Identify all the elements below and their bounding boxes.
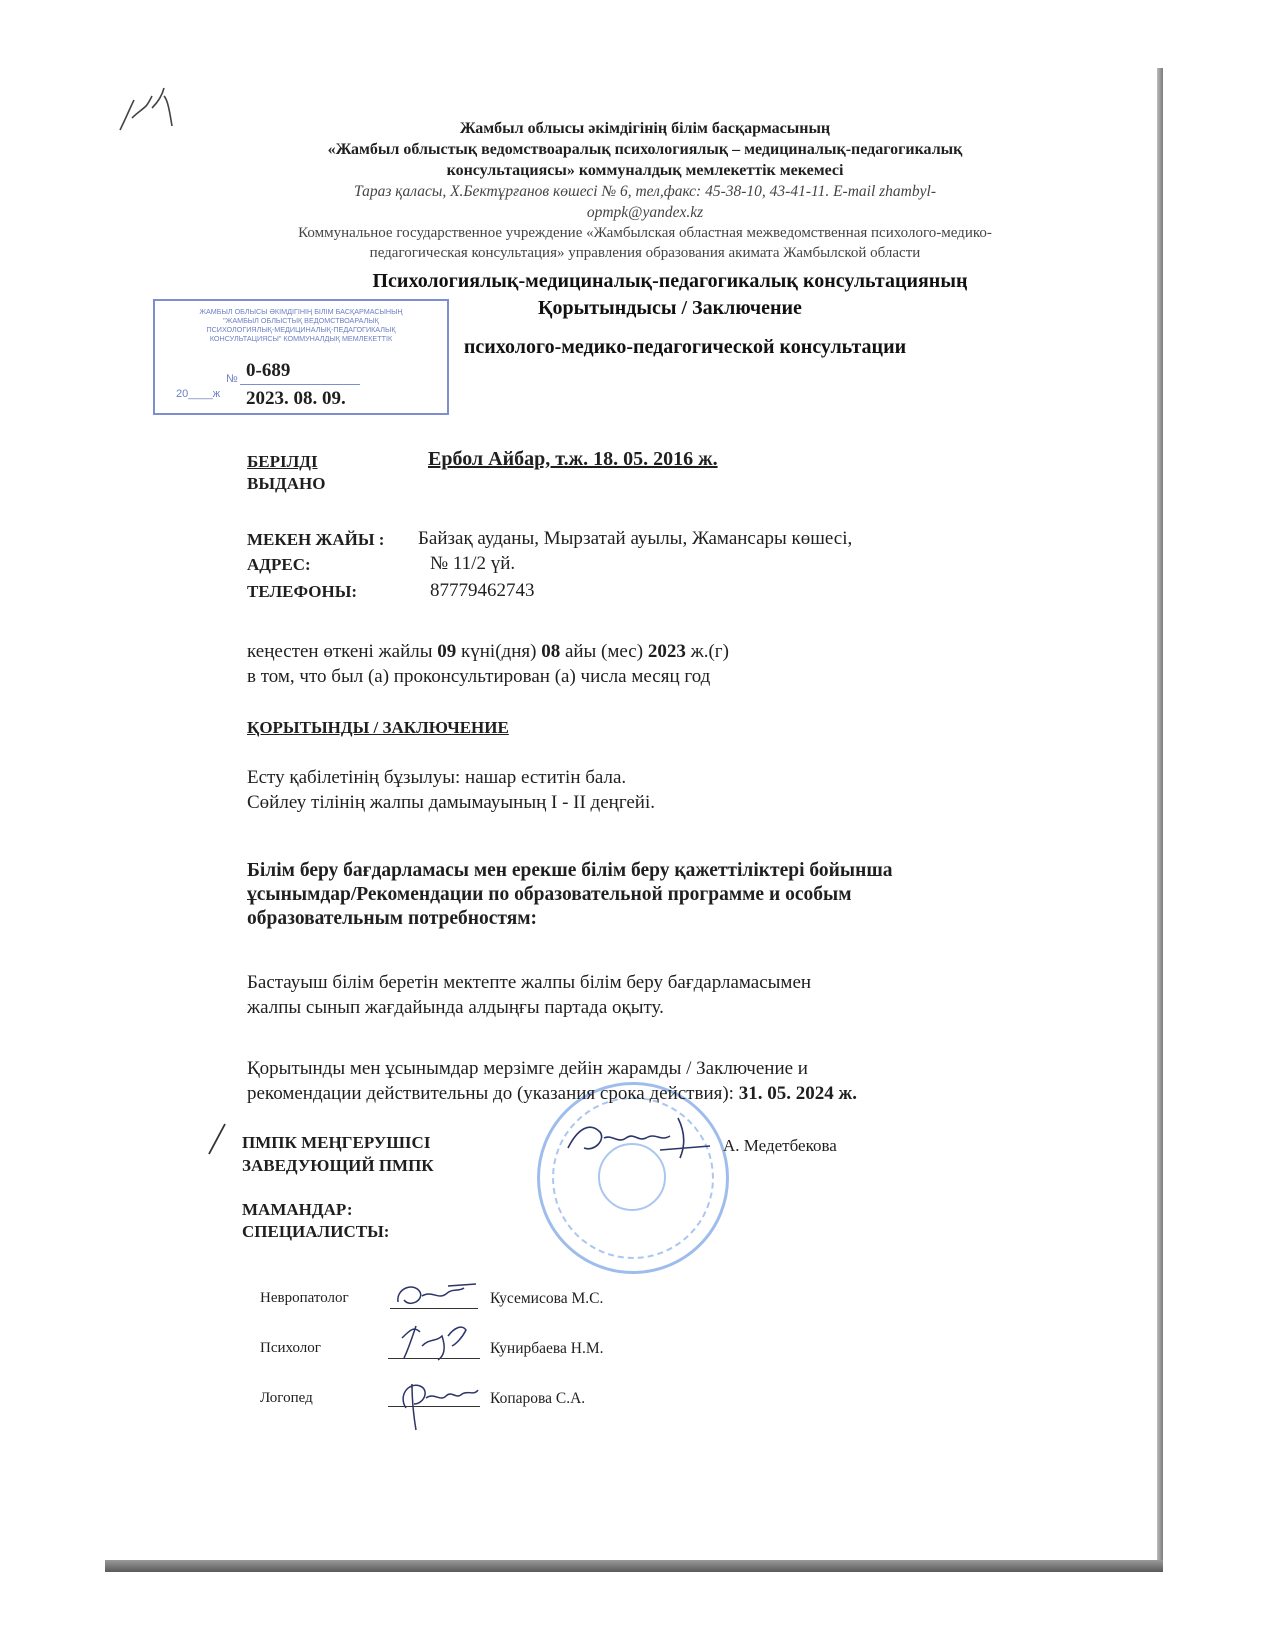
specialist-name: Копарова С.А. <box>490 1390 586 1407</box>
consult-year-label: ж.(г) <box>690 641 729 662</box>
header-ru-line-2: педагогическая консультация» управления образования акимата Жамбылской области <box>369 245 921 261</box>
conclusion-line-2: Сөйлеу тілінің жалпы дамымауының І - ІІ деңгейі. <box>247 792 655 813</box>
recommendations-line-1: Бастауыш білім беретін мектепте жалпы білім беру бағдарламасымен <box>247 972 812 993</box>
stamp-date: 2023. 08. 09. <box>246 388 346 409</box>
title-line-1: Психологиялық-медициналық-педагогикалық консультацияның <box>372 270 968 292</box>
recommendations-heading-1: Білім беру бағдарламасы мен ерекше білім беру қажеттіліктері бойынша <box>247 860 893 881</box>
specialist-name: Кусемисова М.С. <box>490 1290 604 1307</box>
header-address-line-2: opmpk@yandex.kz <box>586 204 704 221</box>
header-ru-line-1: Коммунальное государственное учреждение «Жамбылская областная межведомственная психолого-медико- <box>298 225 992 241</box>
conclusion-heading: ҚОРЫТЫНДЫ / ЗАКЛЮЧЕНИЕ <box>247 718 509 737</box>
specialist-signature <box>392 1318 482 1362</box>
head-signature <box>560 1108 720 1168</box>
header-line-1: Жамбыл облысы әкімдігінің білім басқармасының <box>459 120 831 137</box>
specialists-label-kz: МАМАНДАР: <box>242 1200 353 1219</box>
title-line-3: психолого-медико-педагогической консультации <box>463 336 907 358</box>
specialist-name: Кунирбаева Н.М. <box>490 1340 604 1357</box>
phone-value: 87779462743 <box>430 580 535 601</box>
stamp-line: ЖАМБЫЛ ОБЛЫСЫ ӘКІМДІГІНІҢ БІЛІМ БАСҚАРМАСЫНЫҢ <box>199 307 403 316</box>
issued-value: Ербол Айбар, т.ж. 18. 05. 2016 ж. <box>428 448 718 470</box>
consult-ru-line: в том, что был (а) проконсультирован (а) числа месяц год <box>247 666 711 687</box>
consult-day: 09 <box>437 641 457 662</box>
recommendations-line-2: жалпы сынып жағдайында алдыңғы партада оқыту. <box>247 997 664 1018</box>
head-name: А. Медетбекова <box>723 1136 837 1155</box>
stamp-line: "ЖАМБЫЛ ОБЛЫСТЫҚ ВЕДОМСТВОАРАЛЫҚ <box>223 316 379 325</box>
specialists-label-ru: СПЕЦИАЛИСТЫ: <box>242 1222 390 1241</box>
margin-stroke-mark <box>205 1122 229 1156</box>
address-label-kz: МЕКЕН ЖАЙЫ : <box>247 530 385 549</box>
address-line-2: № 11/2 үй. <box>430 553 516 574</box>
consult-month: 08 <box>541 641 561 662</box>
head-label-kz: ПМПК МЕҢГЕРУШІСІ <box>242 1133 431 1152</box>
specialist-role: Логопед <box>260 1390 313 1406</box>
address-label-ru: АДРЕС: <box>247 555 311 574</box>
stamp-year-label: 20____ж <box>176 388 221 400</box>
stamp-number-underline <box>240 384 360 385</box>
phone-label: ТЕЛЕФОНЫ: <box>247 582 358 601</box>
conclusion-line-1: Есту қабілетінің бұзылуы: нашар еститін бала. <box>247 767 627 788</box>
consult-day-label: күні(дня) <box>461 641 537 662</box>
page-edge-shadow <box>1157 68 1163 1570</box>
stamp-number-label: № <box>226 373 238 385</box>
consult-text: кеңестен өткені жайлы <box>247 641 433 662</box>
stamp-line: КОНСУЛЬТАЦИЯСЫ" КОММУНАЛДЫҚ МЕМЛЕКЕТТІК <box>209 334 393 343</box>
consult-date-line <box>247 641 729 663</box>
recommendations-heading-2: ұсынымдар/Рекомендации по образовательной программе и особым <box>247 884 852 905</box>
validity-line-1: Қорытынды мен ұсынымдар мерзімге дейін жарамды / Заключение и <box>247 1058 808 1079</box>
head-label-ru: ЗАВЕДУЮЩИЙ ПМПК <box>242 1156 434 1175</box>
validity-date: 31. 05. 2024 ж. <box>738 1083 857 1104</box>
page-bottom-shadow <box>105 1560 1163 1572</box>
corner-handwriting-mark <box>112 78 182 138</box>
header-address-line-1: Тараз қаласы, Х.Бектұрғанов көшесі № 6, тел,факс: 45-38-10, 43-41-11. E-mail zhambyl- <box>354 183 936 200</box>
stamp-line: ПСИХОЛОГИЯЛЫҚ-МЕДИЦИНАЛЫҚ-ПЕДАГОГИКАЛЫҚ <box>206 325 396 334</box>
validity-text: рекомендации действительны до (указания срока действия): <box>247 1083 734 1104</box>
header-line-2: «Жамбыл облыстық ведомствоаралық психологиялық – медициналық-педагогикалық <box>327 141 963 158</box>
recommendations-heading-3: образовательным потребностям: <box>247 908 538 929</box>
consult-month-label: айы (мес) <box>564 641 644 662</box>
specialist-signature <box>386 1376 486 1432</box>
consult-year: 2023 <box>647 641 686 662</box>
specialist-role: Психолог <box>260 1340 321 1356</box>
title-line-2: Қорытындысы / Заключение <box>538 297 802 319</box>
address-line-1: Байзақ ауданы, Мырзатай ауылы, Жамансары көшесі, <box>418 528 853 549</box>
stamp-number: 0-689 <box>246 360 291 381</box>
specialist-signature <box>392 1278 482 1312</box>
header-line-3: консультациясы» коммуналдық мемлекеттік мекемесі <box>446 162 844 179</box>
validity-line-2 <box>247 1083 857 1105</box>
issued-label-kz: БЕРІЛДІ <box>247 452 318 471</box>
specialist-role: Невропатолог <box>260 1290 349 1306</box>
issued-label-ru: ВЫДАНО <box>247 474 326 493</box>
